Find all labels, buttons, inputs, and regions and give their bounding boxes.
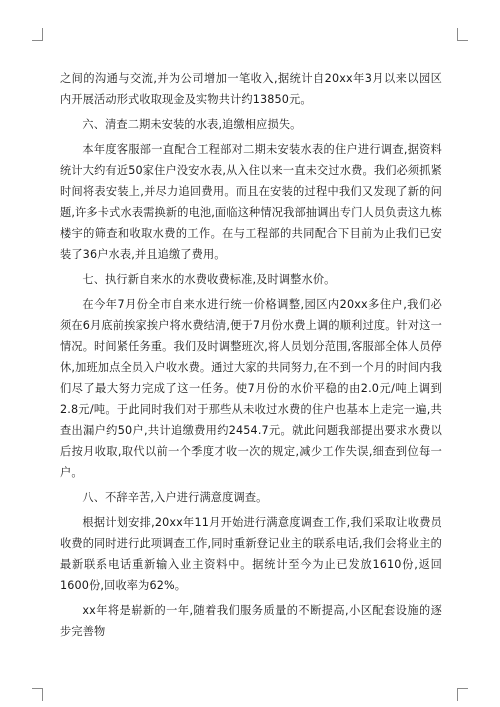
- paragraph-water-meter: 本年度客服部一直配合工程部对二期未安装水表的住户进行调查,据资料统计大约有近50家住户没安水表,从入住以来一直未交过水费。我们必须抓紧时间将表安装上,并尽力追回费用。而且在安装的过程中我们又发现了新的问题,许多卡式水表需换新的电池,面临这种情况我部抽调出专门人员负责这九栋楼宇的筛查和收取水费的工作。在与工程部的共同配合下目前为止我们已安装了36户水表,并且追缴了费用。: [60, 143, 442, 261]
- paragraph-outlook: xx年将是崭新的一年,随着我们服务质量的不断提高,小区配套设施的逐步完善物: [60, 604, 442, 638]
- crop-mark-bottom-left: [32, 688, 43, 701]
- crop-mark-top-right: [457, 28, 468, 41]
- crop-mark-bottom-right: [457, 688, 468, 701]
- paragraph-continuation: 之间的沟通与交流,并为公司增加一笔收入,据统计自20xx年3月以来以园区内开展活动形式收取现金及实物共计约13850元。: [60, 72, 442, 106]
- section-heading-7: 七、执行新自来水的水费收费标准,及时调整水价。: [82, 273, 336, 286]
- section-heading-8: 八、不辞辛苦,入户进行满意度调查。: [82, 491, 268, 504]
- document-body: [60, 68, 442, 646]
- paragraph-water-price: 在今年7月份全市自来水进行统一价格调整,园区内20xx多住户,我们必须在6月底前挨家挨户将水费结清,便于7月份水费上调的顺利过度。针对这一情况。时间紧任务重。我们及时调整班次,将人员划分范围,客服部全体人员停休,加班加点全员入户收水费。通过大家的共同努力,在不到一个月的时间内我们尽了最大努力完成了这一任务。使7月份的水价平稳的由2.0元/吨上调到2.8元/吨。于此同时我们对于那些从未收过水费的住户也基本上走完一遍,共查出漏户约50户,共计追缴费用约2454.7元。就此问题我部提出要求水费以后按月收取,取代以前一个季度才收一次的规定,减少工作失误,细查到位每一户。: [60, 298, 442, 479]
- crop-mark-top-left: [32, 28, 43, 41]
- paragraph-survey: 根据计划安排,20xx年11月开始进行满意度调查工作,我们采取让收费员收费的同时进行此项调查工作,同时重新登记业主的联系电话,我们会将业主的最新联系电话重新输入业主资料中。据统计至今为止已发放1610份,返回1600份,回收率为62%。: [60, 516, 442, 592]
- section-heading-6: 六、清查二期未安装的水表,追缴相应损失。: [82, 118, 302, 131]
